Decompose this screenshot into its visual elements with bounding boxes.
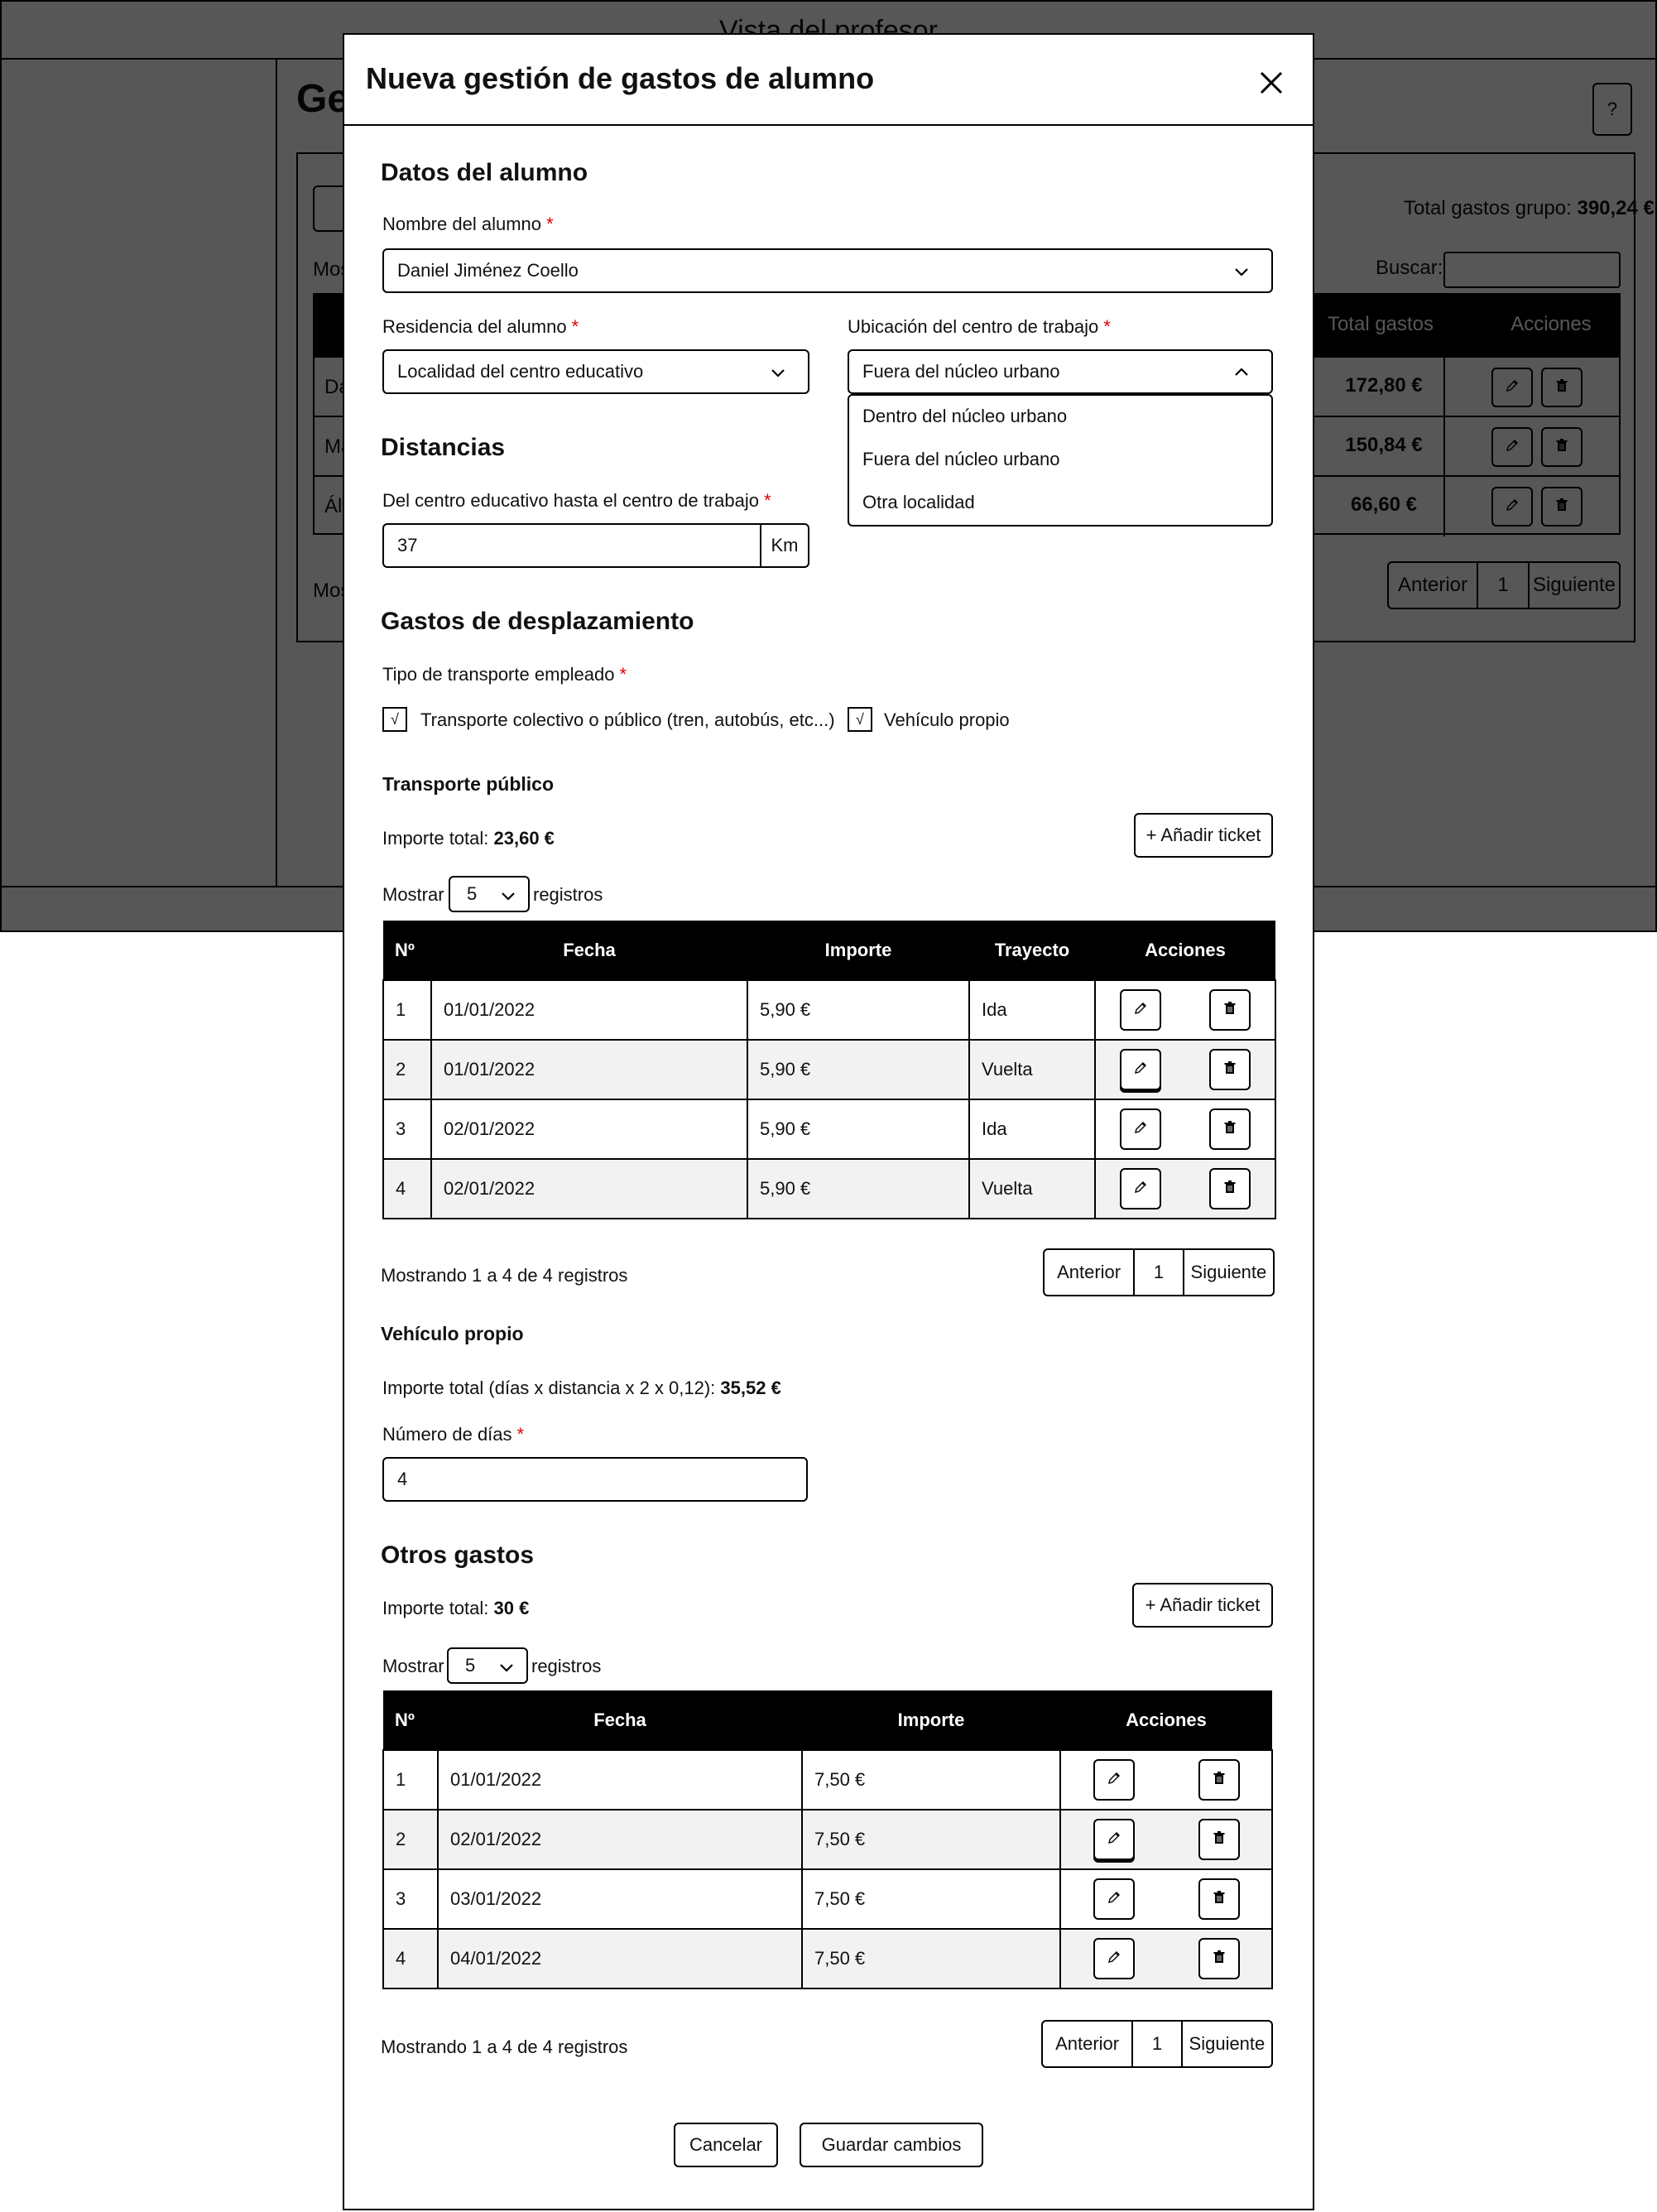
table-cell: 01/01/2022 [438,1750,802,1810]
actions-cell [1060,1869,1272,1929]
next-page-button[interactable]: Siguiente [1190,1262,1267,1282]
other-expenses-total: Importe total: 30 € [382,1598,530,1618]
own-vehicle-total: Importe total (días x distancia x 2 x 0,12): 35,52 € [382,1378,781,1398]
other-expenses-table [382,1690,1273,1989]
delete-button[interactable] [1209,989,1251,1031]
section-heading-distances: Distancias [381,434,506,461]
prev-page-button[interactable]: Anterior [1043,2022,1133,2066]
column-header: Acciones [1060,1690,1272,1750]
trash-icon [1212,1948,1227,1969]
actions-cell [1095,1159,1275,1219]
table-cell: 5,90 € [747,1099,969,1159]
trash-icon [1212,1888,1227,1910]
pencil-icon [1133,999,1148,1021]
table-cell: 7,50 € [802,1929,1060,1988]
column-header: Fecha [438,1690,802,1750]
checkbox-own-vehicle[interactable]: √ [848,707,872,732]
residence-select[interactable]: Localidad del centro educativo [382,349,809,394]
edit-button[interactable] [1120,1168,1161,1209]
public-transport-total: Importe total: 23,60 € [382,828,555,849]
pencil-icon [1133,1059,1148,1080]
student-name-label: Nombre del alumno * [382,214,554,234]
add-other-ticket-button[interactable]: + Añadir ticket [1132,1583,1273,1628]
actions-cell [1095,1040,1275,1099]
chevron-down-icon [500,887,516,904]
table-row [383,1040,1275,1099]
own-vehicle-option-label: Vehículo propio [884,709,1010,730]
pencil-icon [1107,1888,1121,1910]
public-transport-option-label: Transporte colectivo o público (tren, autobús, etc...) [420,709,835,730]
edit-button[interactable] [1120,989,1161,1031]
checkbox-public-transport[interactable]: √ [382,707,407,732]
trash-icon [1212,1829,1227,1850]
edit-button[interactable] [1093,1819,1135,1860]
column-header: Trayecto [969,921,1095,980]
pencil-icon [1133,1118,1148,1140]
table-cell: 01/01/2022 [431,980,747,1040]
cancel-button[interactable]: Cancelar [674,2123,778,2167]
table-cell: 7,50 € [802,1869,1060,1929]
table-cell: Vuelta [969,1040,1095,1099]
dropdown-option[interactable]: Otra localidad [862,492,975,512]
next-page-button[interactable]: Siguiente [1189,2033,1266,2054]
trash-icon [1212,1769,1227,1791]
days-label: Número de días * [382,1424,525,1445]
other-showing-label: Mostrando 1 a 4 de 4 registros [381,2036,628,2057]
records-label: registros [533,884,603,905]
modal-header-divider [344,124,1313,126]
pencil-icon [1107,1769,1121,1791]
table-row [383,1810,1272,1869]
edit-button[interactable] [1120,1108,1161,1150]
edit-button[interactable] [1093,1759,1135,1801]
distance-label: Del centro educativo hasta el centro de trabajo * [382,490,771,511]
public-transport-heading: Transporte público [382,773,555,795]
days-input[interactable]: 4 [382,1457,808,1502]
table-cell: 2 [383,1810,438,1869]
table-cell: 4 [383,1929,438,1988]
other-page-size-select[interactable]: 5 [447,1647,528,1684]
distance-input[interactable]: 37 [384,525,761,566]
table-cell: 2 [383,1040,431,1099]
actions-cell [1060,1750,1272,1810]
transport-type-label: Tipo de transporte empleado * [382,664,627,685]
pencil-icon [1133,1178,1148,1200]
delete-button[interactable] [1198,1759,1240,1801]
delete-button[interactable] [1209,1108,1251,1150]
table-cell: 03/01/2022 [438,1869,802,1929]
save-button[interactable]: Guardar cambios [800,2123,983,2167]
column-header: Nº [383,921,431,980]
table-cell: 7,50 € [802,1750,1060,1810]
table-cell: Ida [969,980,1095,1040]
table-cell: 1 [383,980,431,1040]
table-cell: 02/01/2022 [431,1099,747,1159]
trash-icon [1222,1118,1237,1140]
actions-cell [1060,1810,1272,1869]
public-pagination [1043,1248,1275,1296]
student-name-select[interactable]: Daniel Jiménez Coello [382,248,1273,293]
workplace-location-label: Ubicación del centro de trabajo * [848,316,1111,337]
delete-button[interactable] [1198,1819,1240,1860]
close-icon[interactable] [1256,68,1286,98]
records-label: registros [531,1656,602,1676]
table-cell: 4 [383,1159,431,1219]
table-cell: 3 [383,1869,438,1929]
pencil-icon [1107,1948,1121,1969]
trash-icon [1222,1059,1237,1080]
actions-cell [1060,1929,1272,1988]
actions-cell [1095,980,1275,1040]
public-transport-table [382,921,1276,1219]
chevron-down-icon [770,364,786,381]
prev-page-button[interactable]: Anterior [1045,1250,1135,1295]
table-cell: 5,90 € [747,1159,969,1219]
table-row [383,1750,1272,1810]
show-label: Mostrar [382,1656,444,1676]
chevron-up-icon [1233,364,1250,381]
public-showing-label: Mostrando 1 a 4 de 4 registros [381,1265,628,1286]
own-vehicle-heading: Vehículo propio [381,1323,524,1344]
distance-unit: Km [771,535,799,555]
edit-button[interactable] [1120,1049,1161,1090]
column-header: Acciones [1095,921,1275,980]
pencil-icon [1107,1829,1121,1850]
other-pagination [1041,2020,1273,2068]
table-cell: 3 [383,1099,431,1159]
delete-button[interactable] [1209,1168,1251,1209]
delete-button[interactable] [1198,1878,1240,1920]
workplace-location-dropdown [848,394,1273,527]
table-row [383,1869,1272,1929]
trash-icon [1222,999,1237,1021]
table-row [383,1159,1275,1219]
edit-button[interactable] [1093,1878,1135,1920]
column-header: Fecha [431,921,747,980]
table-row [383,1099,1275,1159]
expense-modal [343,33,1314,2210]
table-cell: 7,50 € [802,1810,1060,1869]
edit-button[interactable] [1093,1938,1135,1979]
table-cell: 04/01/2022 [438,1929,802,1988]
table-cell: 02/01/2022 [431,1159,747,1219]
modal-title: Nueva gestión de gastos de alumno [366,61,875,95]
dropdown-option[interactable]: Fuera del núcleo urbano [862,449,1060,469]
column-header: Importe [747,921,969,980]
delete-button[interactable] [1209,1049,1251,1090]
table-cell: Vuelta [969,1159,1095,1219]
table-cell: 5,90 € [747,980,969,1040]
section-heading-travel: Gastos de desplazamiento [381,608,694,635]
page-number-button[interactable]: 1 [1135,1250,1184,1295]
add-public-ticket-button[interactable]: + Añadir ticket [1134,813,1273,858]
workplace-location-select[interactable]: Fuera del núcleo urbano [848,349,1273,394]
column-header: Nº [383,1690,438,1750]
table-cell: 1 [383,1750,438,1810]
show-label: Mostrar [382,884,444,905]
table-row [383,980,1275,1040]
distance-input-group [382,523,809,568]
table-row [383,1929,1272,1988]
table-cell: 01/01/2022 [431,1040,747,1099]
chevron-down-icon [498,1659,515,1676]
dropdown-option[interactable]: Dentro del núcleo urbano [862,406,1068,426]
public-page-size-select[interactable]: 5 [449,876,530,912]
table-cell: Ida [969,1099,1095,1159]
column-header: Importe [802,1690,1060,1750]
residence-label: Residencia del alumno * [382,316,579,337]
trash-icon [1222,1178,1237,1200]
chevron-down-icon [1233,263,1250,280]
page-number-button[interactable]: 1 [1133,2022,1183,2066]
delete-button[interactable] [1198,1938,1240,1979]
actions-cell [1095,1099,1275,1159]
section-heading-student: Datos del alumno [381,159,588,186]
table-cell: 5,90 € [747,1040,969,1099]
section-heading-other: Otros gastos [381,1541,535,1569]
table-cell: 02/01/2022 [438,1810,802,1869]
